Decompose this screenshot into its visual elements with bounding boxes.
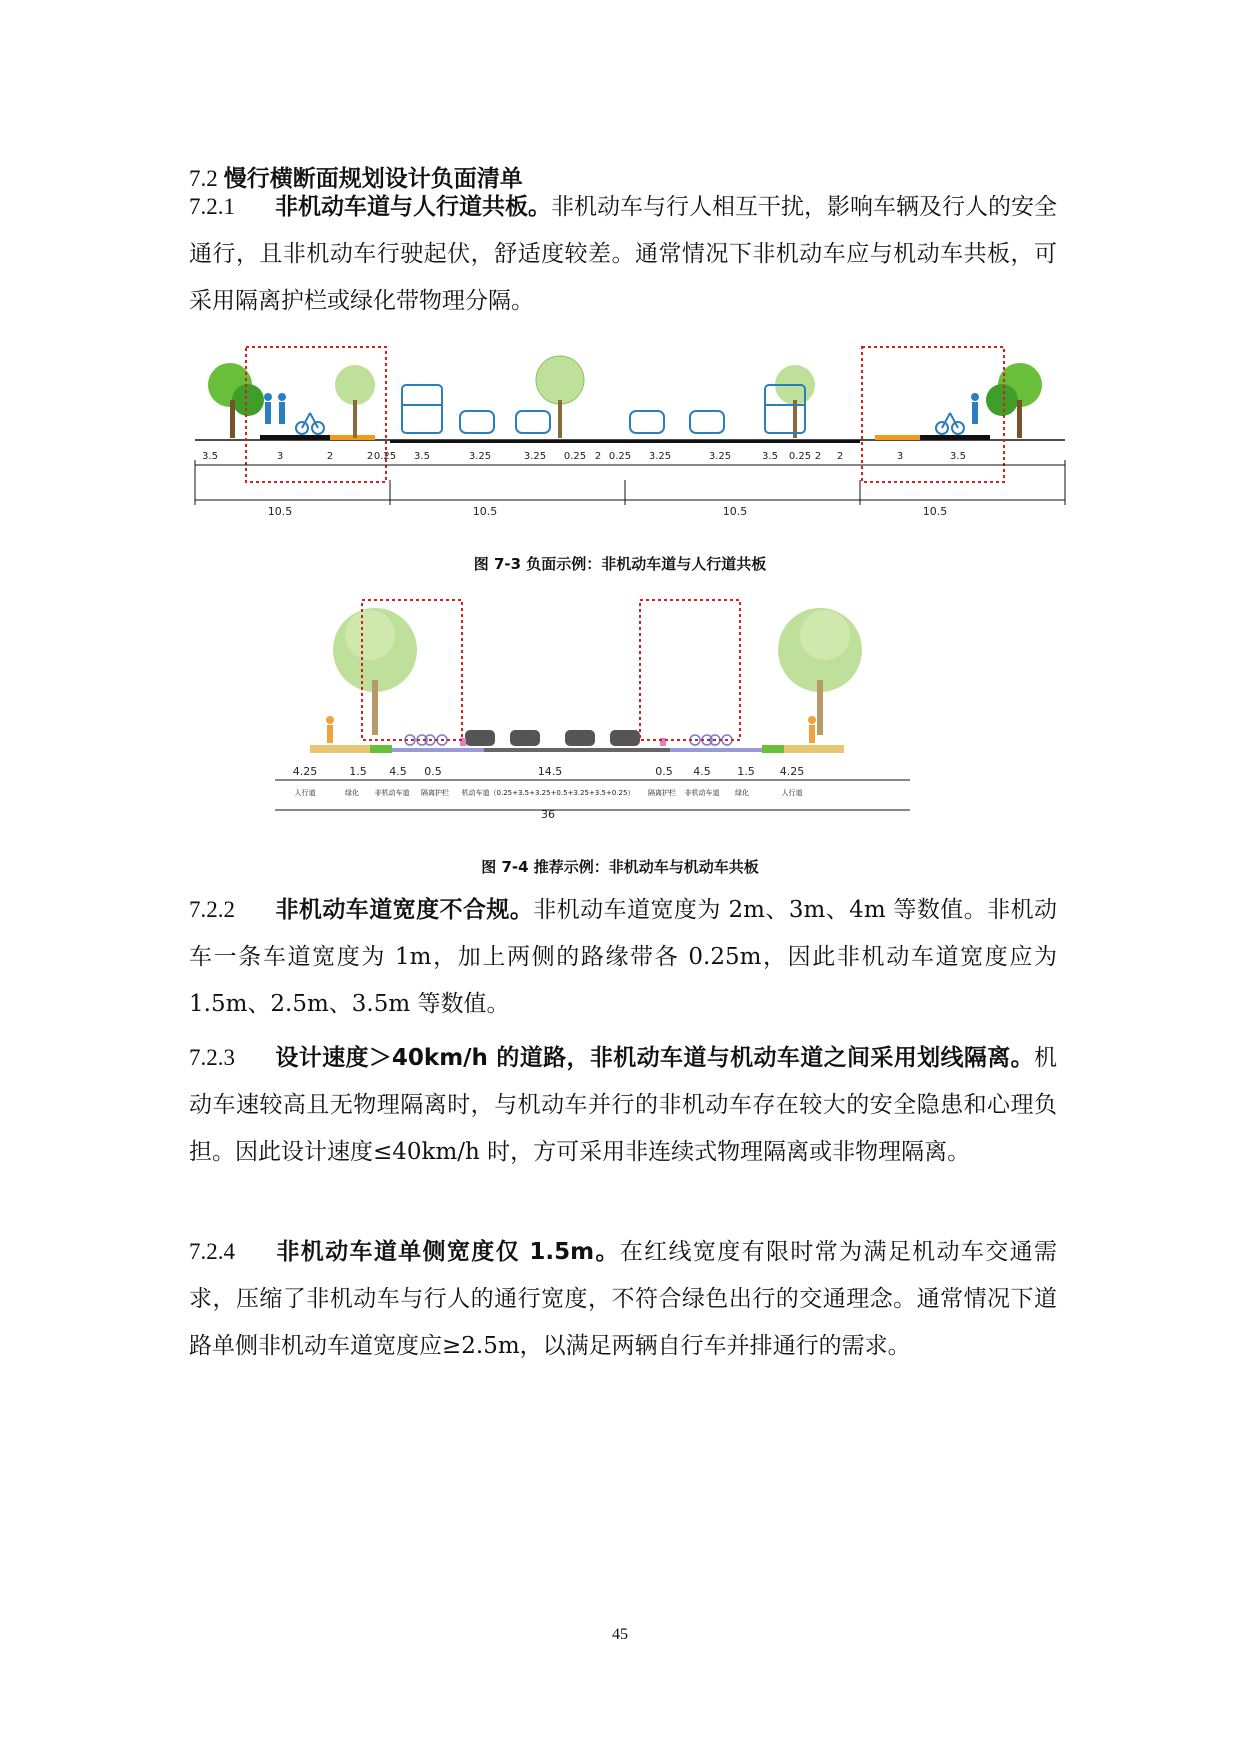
lane-label: 绿化 [345, 789, 359, 797]
motor-lane [484, 748, 670, 752]
dim-label: 2 [836, 451, 844, 462]
lane-label: 隔离护栏 [421, 789, 449, 797]
bicycle-icon [936, 413, 964, 434]
bus-icon [402, 385, 442, 433]
highlight-box [640, 600, 740, 740]
dim-label: 3.5 [762, 451, 778, 462]
cross-section-diagram-negative [190, 345, 1070, 530]
dim-label: 3.5 [950, 451, 966, 462]
dim-label: 0.25 [788, 451, 812, 462]
dim-label: 1.5 [349, 765, 367, 778]
green-strip [762, 745, 784, 753]
bike-lane-left [392, 748, 484, 752]
page-number: 45 [612, 1626, 628, 1643]
car-icon [690, 411, 724, 433]
dim-total: 10.5 [922, 505, 948, 518]
car-icon [460, 411, 494, 433]
paragraph-heading: 非机动车道单侧宽度仅 1.5m。 [275, 1239, 620, 1265]
lane-label: 机动车道（0.25+3.5+3.25+0.5+3.25+3.5+0.25） [461, 789, 635, 797]
paragraph-7-2-4 [189, 1228, 1057, 1370]
paragraph-heading: 非机动车道与人行道共板。 [275, 194, 551, 220]
dim-label: 3.25 [648, 451, 672, 462]
dim-label: 2 [814, 451, 822, 462]
paragraph-body: 非机动车与行人相互干扰，影响车辆及行人的安全通行，且非机动车行驶起伏，舒适度较差。通常情况下非机动车应与机动车共板，可采用隔离护栏或绿化带物理分隔。 [189, 194, 1057, 314]
lane-label: 非机动车道 [684, 789, 720, 797]
tree-icon [335, 365, 375, 438]
dim-label: 2 [594, 451, 602, 462]
dim-label: 3.25 [523, 451, 547, 462]
dim-label: 4.25 [292, 765, 318, 778]
section-number: 7.2 [189, 166, 218, 191]
car-icon [516, 411, 550, 433]
car-icon [565, 730, 595, 746]
road-surface [390, 440, 860, 443]
lane-label: 人行道 [781, 789, 803, 797]
pedestrian-icon [808, 716, 816, 743]
pedestrian-icon [278, 393, 286, 424]
tree-icon [778, 608, 862, 735]
dim-total: 10.5 [472, 505, 498, 518]
dim-label: 3 [276, 451, 284, 462]
dim-label: 1.5 [737, 765, 755, 778]
lane-label: 隔离护栏 [648, 789, 676, 797]
car-icon [510, 730, 540, 746]
orange-lane-bar [330, 435, 375, 440]
dim-label: 4.5 [693, 765, 711, 778]
paragraph-number: 7.2.3 [189, 1045, 235, 1070]
sidewalk-left [310, 745, 370, 753]
car-icon [610, 730, 640, 746]
paragraph-heading: 非机动车道宽度不合规。 [275, 897, 534, 923]
tree-icon [208, 363, 264, 438]
dim-label: 0.25 [373, 451, 397, 462]
dim-label: 0.25 [563, 451, 587, 462]
dim-label: 4.25 [779, 765, 805, 778]
paragraph-body: 非机动车道宽度为 2m、3m、4m 等数值。非机动车一条车道宽度为 1m，加上两侧的路缘带各 0.25m，因此非机动车道宽度应为 1.5m、2.5m、3.5m 等数值。 [189, 897, 1058, 1017]
paragraph-7-2-2 [189, 886, 1057, 1028]
dim-label: 0.5 [424, 765, 442, 778]
paragraph-heading: 设计速度＞40km/h 的道路，非机动车道与机动车道之间采用划线隔离。 [275, 1045, 1034, 1071]
tree-icon [333, 608, 417, 735]
tree-icon [536, 356, 584, 438]
dim-label: 3.5 [414, 451, 430, 462]
bicycle-icon [296, 413, 324, 434]
figure-7-4 [292, 600, 940, 839]
figure-7-3 [190, 345, 1070, 534]
cross-section-diagram-recommended [292, 600, 940, 835]
green-strip [370, 745, 392, 753]
paragraph-7-2-3 [189, 1034, 1057, 1176]
dim-label: 2 [366, 451, 374, 462]
dim-label: 4.5 [389, 765, 407, 778]
dim-label: 3 [896, 451, 904, 462]
dim-label: 14.5 [537, 765, 563, 778]
tree-icon [775, 365, 815, 438]
pedestrian-icon [971, 393, 979, 424]
pedestrian-icon [326, 716, 334, 743]
dim-label: 3.25 [468, 451, 492, 462]
orange-lane-bar [875, 435, 920, 440]
lane-label: 非机动车道 [374, 789, 410, 797]
dim-total: 10.5 [267, 505, 293, 518]
lane-label: 绿化 [735, 789, 749, 797]
car-icon [465, 730, 495, 746]
dim-label: 3.5 [202, 451, 218, 462]
pedestrian-icon [264, 393, 272, 424]
bike-lane-right [670, 748, 762, 752]
paragraph-body: 在红线宽度有限时常为满足机动车交通需求，压缩了非机动车与行人的通行宽度，不符合绿色出行的交通理念。通常情况下道路单侧非机动车道宽度应≥2.5m，以满足两辆自行车并排通行的需求。 [189, 1239, 1057, 1359]
black-lane-bar [920, 435, 990, 440]
figure-caption-7-3: 图 7-3 负面示例：非机动车道与人行道共板 [473, 555, 767, 573]
dim-total: 36 [541, 808, 555, 821]
tree-icon [986, 363, 1042, 438]
dim-label: 0.5 [655, 765, 673, 778]
sidewalk-right [784, 745, 844, 753]
figure-caption-7-4: 图 7-4 推荐示例：非机动车与机动车共板 [481, 858, 759, 876]
dim-label: 3.25 [708, 451, 732, 462]
paragraph-number: 7.2.2 [189, 897, 235, 922]
black-lane-bar [260, 435, 330, 440]
car-icon [630, 411, 664, 433]
dim-label: 0.25 [608, 451, 632, 462]
dim-total: 10.5 [722, 505, 748, 518]
lane-label: 人行道 [294, 789, 316, 797]
section-heading: 慢行横断面规划设计负面清单 [223, 166, 523, 192]
paragraph-number: 7.2.1 [189, 194, 235, 219]
highlight-box [862, 347, 1004, 482]
paragraph-body: 机动车速较高且无物理隔离时，与机动车并行的非机动车存在较大的安全隐患和心理负担。因此设计速度≤40km/h 时，方可采用非连续式物理隔离或非物理隔离。 [189, 1045, 1057, 1165]
paragraph-number: 7.2.4 [189, 1239, 235, 1264]
paragraph-7-2-1 [189, 183, 1057, 325]
dim-label: 2 [326, 451, 334, 462]
